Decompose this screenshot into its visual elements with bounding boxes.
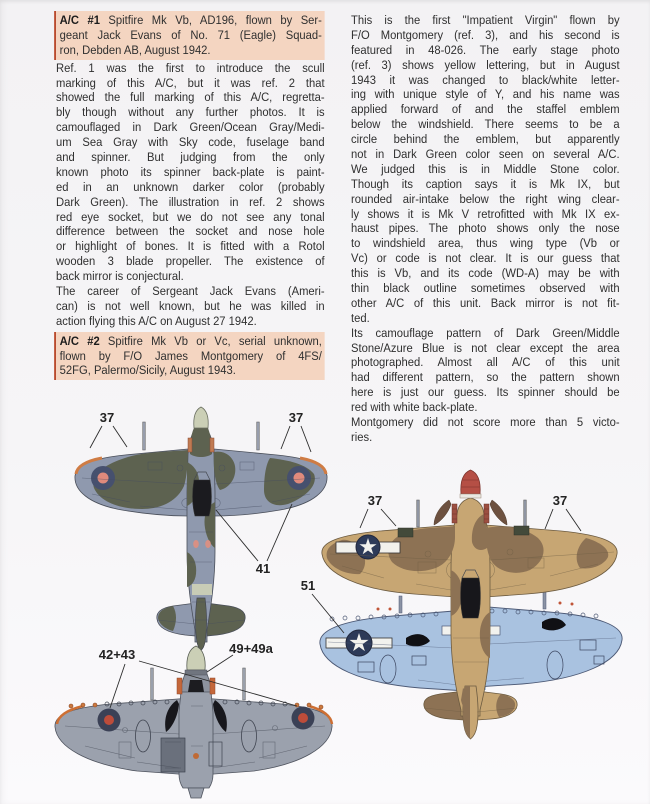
text-line: Its camouflage pattern of Dark Green/Middle: [351, 325, 620, 340]
ac2-paragraph-1: [351, 13, 620, 326]
callout-37-left: 37: [367, 493, 383, 508]
text-line: or highlight of bones. It is fitted with a Rotol: [56, 239, 325, 254]
text-line: applied forward of and the staffel emblem: [351, 102, 620, 117]
text-line: featured in 48-026. The early stage photo: [351, 42, 620, 57]
fuel-drain-dot: [193, 753, 199, 759]
roundel-left: [91, 466, 115, 490]
text-line: can) is not well known, but he was killed in: [56, 298, 325, 313]
rear-fuselage-stub: [188, 788, 204, 798]
red-spinner: [461, 470, 480, 494]
callout-37-right: 37: [552, 493, 568, 508]
roundel-left-underwing: [98, 709, 121, 732]
text-line: and spinner. But judging from the only: [56, 150, 325, 165]
ac1-paragraph-1: [56, 61, 325, 284]
ac1-paragraph-2: [56, 284, 325, 329]
text-line: circle behind the emblem, but apparently: [351, 132, 620, 147]
text-line: (ref. 3) shows yellow lettering, but in August: [351, 57, 620, 72]
text-line: wooden 3 blade propeller. The existence of: [56, 254, 325, 269]
text-line: ed in an unknown darker color (probably: [56, 179, 325, 194]
ac1-heading-line1: [60, 13, 322, 28]
text-line: Though its caption says it is Mk IX, but: [351, 176, 620, 191]
figure-ac1-bottom-view: [25, 642, 335, 802]
text-line: photographed. Almost all A/C of this unit: [351, 355, 620, 370]
text-line: flown by F/O James Montgomery of 4FS/: [59, 348, 322, 363]
fuselage-marking-left: [193, 540, 199, 548]
right-text-column: [351, 13, 620, 445]
text-line: this is Vb, and its code (WD-A) may be with: [351, 266, 620, 281]
sky-fuselage-band: [192, 584, 212, 595]
text-line: F/O Montgomery (ref. 3), and his second is: [351, 27, 620, 42]
text-line: red eye socket, but we do not see any tonal: [56, 209, 325, 224]
text-line: ly shows it is Mk V retrofitted with Mk IX ex-: [351, 206, 620, 221]
text-line: action flying this A/C on August 27 1942.: [56, 313, 257, 328]
cockpit-canopy: [193, 480, 212, 516]
ac2-label: A/C #2: [59, 333, 100, 348]
spinner: [187, 646, 205, 670]
text-line: Stone/Azure Blue is not clear except the area: [351, 340, 620, 355]
gun-panel-left: [398, 528, 413, 537]
text-line: Montgomery did not score more than 5 victo-: [351, 415, 620, 430]
text-line: ing with unique style of Y, and his name was: [351, 87, 620, 102]
roundel-right-underwing: [292, 707, 315, 730]
spitfire-ac1-underside: [55, 646, 332, 798]
ac1-heading-box: [54, 11, 324, 60]
ac2-heading-box: [54, 332, 324, 381]
callout-37-right: 37: [288, 410, 304, 425]
cannon-barrel-right: [524, 500, 527, 527]
ac1-heading-lines: [60, 28, 322, 58]
underside-cannon-left: [399, 596, 402, 613]
exhaust-glow-left: [177, 678, 182, 694]
figure-ac2-top-view: [298, 462, 650, 740]
text-line: ries.: [351, 429, 373, 444]
text-line: here is just our guess. Its spinner should be: [351, 385, 620, 400]
text-line: bly though without any further photos. It is: [56, 105, 325, 120]
callout-42-43: 42+43: [98, 647, 136, 662]
text-line: difference between the socket and nose hole: [56, 224, 325, 239]
text-line: um Sea Gray with Sky code, fuselage band: [56, 135, 325, 150]
cannon-barrel-left: [143, 422, 146, 450]
text-line: thin black outline sometimes observed with: [351, 281, 620, 296]
text-line: Vc) or code is not clear. It is our guess that: [351, 251, 620, 266]
callout-51: 51: [300, 578, 316, 593]
callout-37-left: 37: [99, 410, 115, 425]
cannon-barrel-left: [417, 500, 420, 527]
fuselage-marking-right: [205, 540, 211, 548]
ac2-paragraph-3: [351, 415, 620, 445]
spinner-backplate: [185, 670, 207, 675]
gun-panel-right: [514, 526, 529, 535]
ac2-heading-lines: [60, 349, 322, 379]
ac2-heading-rest: Spitfire Mk Vb or Vc, serial unknown,: [99, 333, 322, 348]
text-line: This is the first "Impatient Virgin" flown by: [351, 13, 620, 27]
cannon-barrel-right: [257, 422, 260, 450]
spitfire-ac1-top: [75, 407, 327, 650]
text-line: ron, Debden AB, August 1942.: [59, 42, 211, 57]
exhaust-left: [188, 438, 192, 452]
callout-49-49a: 49+49a: [229, 642, 273, 656]
text-line: camouflaged in Dark Green/Ocean Gray/Medi-: [56, 120, 325, 135]
text-line: rounded air-intake below the right wing clear-: [351, 191, 620, 206]
text-line: red with white back-plate.: [351, 400, 478, 415]
text-line: not in Dark Green color seen on several A/C.: [351, 147, 620, 162]
tailplane-right: [206, 603, 245, 636]
text-line: haust pipes. The photo shows only the nose: [351, 221, 620, 236]
underside-cannon-right: [543, 592, 546, 609]
ac1-label: A/C #1: [59, 13, 100, 27]
cockpit-canopy: [461, 578, 481, 618]
text-line: 1943 it was changed to black/white letter-: [351, 72, 620, 87]
text-line: geant Jack Evans of No. 71 (Eagle) Squad-: [59, 27, 322, 42]
exhaust-glow-right: [210, 678, 215, 694]
text-line: back mirror is conjectural.: [56, 269, 184, 284]
text-line: The career of Sergeant Jack Evans (Ameri-: [56, 284, 325, 299]
exhaust-right: [210, 438, 214, 452]
prop-blade-left: [434, 500, 451, 525]
ac1-heading-rest: Spitfire Mk Vb, AD196, flown by Ser-: [99, 13, 322, 27]
figure-ac1-top-view: [30, 402, 330, 670]
text-line: to windshield area, thus wing type (Vb or: [351, 236, 620, 251]
text-line: below the windshield. There seems to be a: [351, 117, 620, 132]
text-line: showed the full marking of this A/C, regretta-: [56, 90, 325, 105]
prop-blade-right: [490, 500, 507, 525]
text-line: Dark Green). The illustration in ref. 2 shows: [56, 194, 325, 209]
text-line: 52FG, Palermo/Sicily, August 1943.: [59, 363, 236, 378]
spinner: [194, 407, 208, 428]
text-line: other A/C of this unit. Back mirror is not fit-: [351, 295, 620, 310]
ac2-heading-line1: [60, 334, 322, 349]
white-backplate: [460, 494, 481, 498]
carburetor-intake: [188, 680, 204, 692]
cannon-barrel-right: [243, 668, 246, 700]
text-line: had different pattern, so the pattern shown: [351, 370, 620, 385]
callout-41: 41: [255, 561, 271, 576]
cannon-barrel-left: [151, 668, 154, 700]
text-line: We judged this is in Middle Stone color.: [351, 161, 620, 176]
text-line: marking of this A/C, but it was ref. 2 that: [56, 75, 325, 90]
text-line: known photo its spinner back-plate is paint-: [56, 164, 325, 179]
text-line: Ref. 1 was the first to introduce the scull: [56, 60, 325, 75]
underside-left-wing: [320, 610, 466, 691]
left-text-column: [56, 11, 325, 381]
text-line: ted.: [351, 310, 370, 325]
ac2-paragraph-2: [351, 326, 620, 415]
